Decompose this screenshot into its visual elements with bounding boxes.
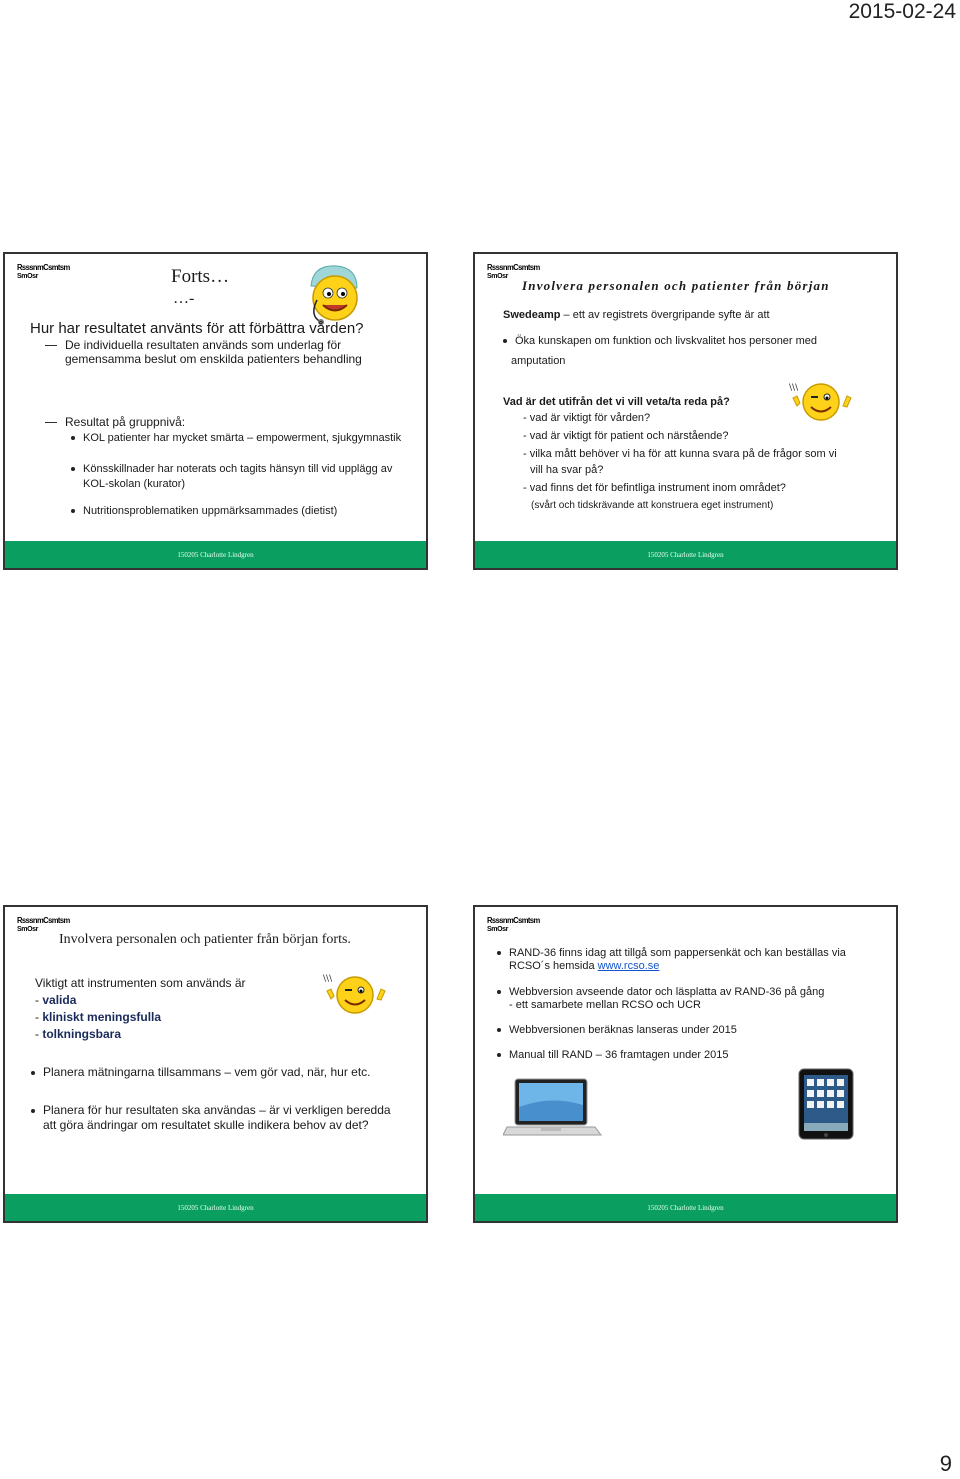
slide-intro: Viktigt att instrumenten som används är — [35, 976, 246, 990]
question-item: - vilka mått behöver vi ha för att kunna svara på de frågor som vi — [523, 448, 837, 460]
bullet-icon — [71, 509, 75, 513]
registry-logo: RsssnmCsmtsm SmOsr — [17, 916, 70, 933]
list-item: Webbversion avseende dator och läsplatta av RAND-36 på gång - ett samarbete mellan RCSO och UCR — [497, 986, 824, 1012]
svg-text:\\\: \\\ — [323, 974, 333, 984]
question-item: - vad är viktigt för vården? — [523, 412, 651, 424]
list-item: - tolkningsbara — [35, 1027, 122, 1041]
list-item: KOL patienter har mycket smärta – empowerment, sjukgymnastik — [71, 432, 401, 444]
slide-footer: 150205 Charlotte Lindgren — [5, 541, 426, 568]
bullet-icon — [497, 990, 501, 994]
bullet-icon — [71, 467, 75, 471]
rcso-link[interactable]: www.rcso.se — [597, 960, 660, 972]
slide-forts — [3, 252, 428, 570]
page-number: 9 — [939, 1451, 952, 1476]
slide-rand36 — [473, 905, 898, 1223]
list-item: Planera mätningarna tillsammans – vem gör vad, när, hur etc. — [31, 1065, 371, 1079]
slide-title: Forts… — [171, 266, 230, 287]
swedeamp-line: Swedeamp – ett av registrets övergripande syfte är att — [503, 309, 770, 321]
dash-icon — [45, 422, 57, 423]
winking-smiley-icon — [321, 967, 393, 1017]
list-item: Nutritionsproblematiken uppmärksammades (dietist) — [71, 505, 337, 517]
list-item: - valida — [35, 993, 77, 1007]
list-item: Resultat på gruppnivå: — [45, 415, 185, 429]
registry-logo: RsssnmCsmtsm SmOsr — [17, 263, 70, 280]
list-item: - kliniskt meningsfulla — [35, 1010, 162, 1024]
nurse-smiley-icon — [295, 260, 371, 328]
question-item: - vad finns det för befintliga instrument inom området? — [523, 482, 786, 494]
slide-involve-forts — [3, 905, 428, 1223]
slide-footer: 150205 Charlotte Lindgren — [475, 541, 896, 568]
dash-icon — [45, 345, 57, 346]
bullet-icon — [71, 436, 75, 440]
list-item: De individuella resultaten används som underlag för gemensamma beslut om enskilda patienters behandling — [45, 338, 362, 366]
bullet-icon — [31, 1071, 35, 1075]
slide-note: (svårt och tidskrävande att konstruera eget instrument) — [531, 500, 774, 511]
registry-logo: RsssnmCsmtsm SmOsr — [487, 916, 540, 933]
list-item: Öka kunskapen om funktion och livskvalitet hos personer med — [503, 335, 817, 347]
list-item: Manual till RAND – 36 framtagen under 2015 — [497, 1049, 729, 1061]
bullet-icon — [503, 339, 507, 343]
slide-title-continued: …- — [173, 290, 195, 307]
registry-logo: RsssnmCsmtsm SmOsr — [487, 263, 540, 280]
list-item: Planera för hur resultaten ska användas – är vi verkligen beredda att göra ändringar om resultatet skulle indikera behov av det? — [31, 1103, 391, 1133]
question-heading: Vad är det utifrån det vi vill veta/ta reda på? — [503, 396, 730, 408]
slide-footer: 150205 Charlotte Lindgren — [5, 1194, 426, 1221]
slide-footer: 150205 Charlotte Lindgren — [475, 1194, 896, 1221]
winking-smiley-icon — [787, 376, 859, 424]
question-item: - vad är viktigt för patient och närstående? — [523, 430, 729, 442]
list-item: Webbversionen beräknas lanseras under 2015 — [497, 1024, 737, 1036]
bullet-icon — [497, 1028, 501, 1032]
slide-involve — [473, 252, 898, 570]
list-item: Könsskillnader har noterats och tagits hänsyn till vid upplägg av KOL-skolan (kurator) — [71, 462, 392, 492]
bullet-icon — [497, 1053, 501, 1057]
bullet-icon — [497, 951, 501, 955]
svg-text:\\\: \\\ — [789, 383, 799, 393]
list-item-continued: amputation — [511, 355, 566, 367]
slide-title: Involvera personalen och patienter från början forts. — [59, 932, 351, 947]
question-item-continued: vill ha svar på? — [530, 464, 604, 476]
laptop-icon — [503, 1077, 603, 1141]
slide-title: Involvera personalen och patienter från början — [522, 278, 830, 293]
slide-heading: Hur har resultatet använts för att förbättra vården? — [30, 320, 364, 337]
tablet-icon — [797, 1067, 855, 1141]
page-date: 2015-02-24 — [848, 0, 956, 23]
list-item: RAND-36 finns idag att tillgå som pappersenkät och kan beställas via RCSO´s hemsida www.rcso.se — [497, 947, 846, 973]
bullet-icon — [31, 1109, 35, 1113]
